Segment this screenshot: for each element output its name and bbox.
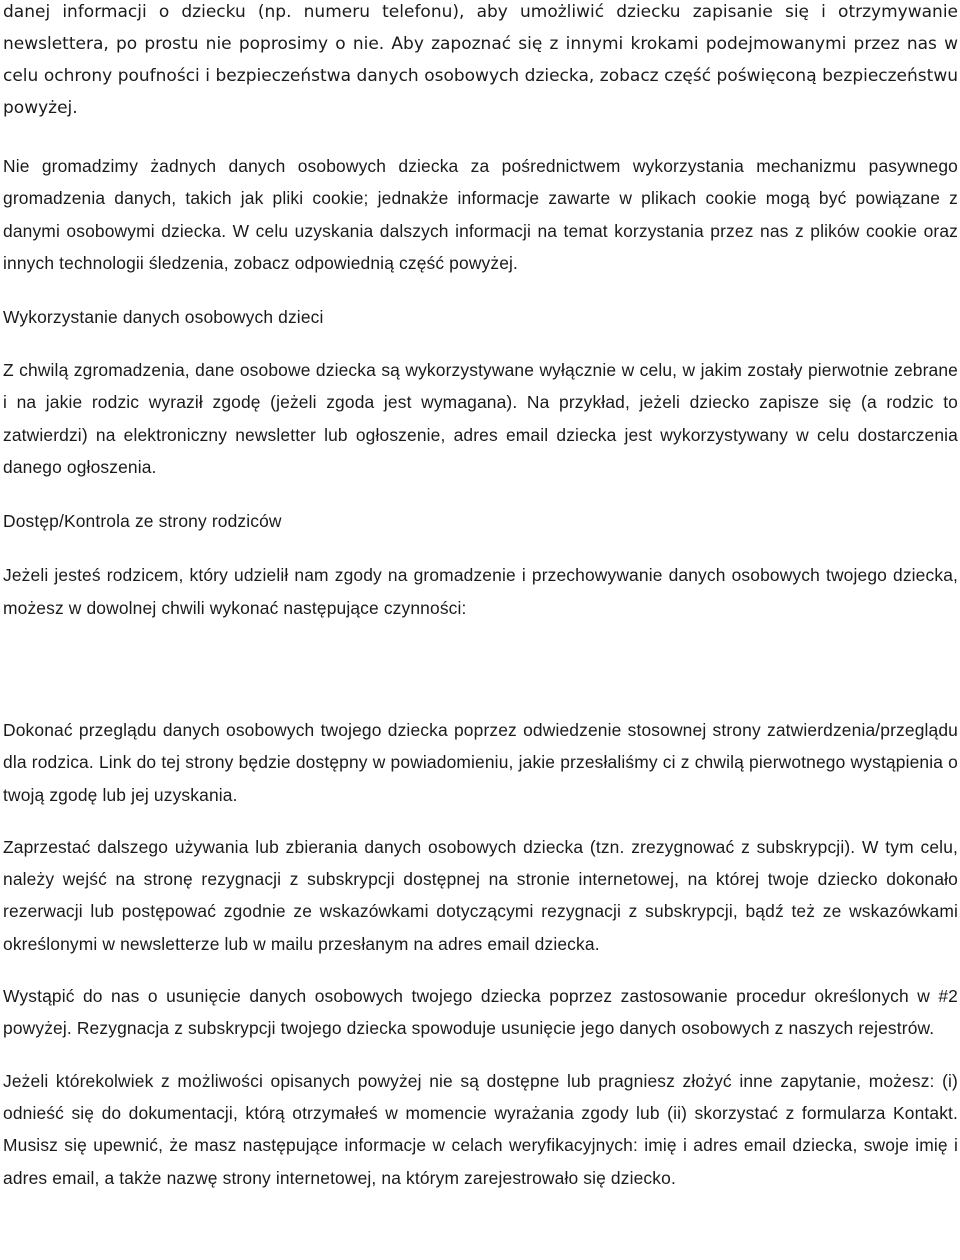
review-data-paragraph: Dokonać przeglądu danych osobowych twojego dziecka poprzez odwiedzenie stosownej strony zatwierdzenia/przeglądu dla rodzica. Link do tej strony będzie dostępny w powiadomieniu, jakie przesłaliśmy ci z chwilą pierwotnego wystąpienia o twoją zgodę lub jej uzyskania. (3, 719, 958, 805)
usage-paragraph: Z chwilą zgromadzenia, dane osobowe dziecka są wykorzystywane wyłącznie w celu, w jakim zostały pierwotnie zebrane i na jakie rodzic wyraził zgodę (jeżeli zgoda jest wymagana). Na przykład, jeżeli dziecko zapisze się (a rodzic to zatwierdzi) na elektroniczny newsletter lub ogłoszenie, adres email dziecka jest wykorzystywany w celu dostarczenia danego ogłoszenia. (3, 360, 958, 478)
document-page (3, 0, 958, 1194)
intro-paragraph: danej informacji o dziecku (np. numeru telefonu), aby umożliwić dziecku zapisanie się i otrzymywanie newslettera, po prostu nie poprosimy o nie. Aby zapoznać się z innymi krokami podejmowanymi przez nas w celu ochrony poufności i bezpieczeństwa danych osobowych dziecka, zobacz część poświęconą bezpieczeństwu powyżej. (3, 2, 958, 118)
unsubscribe-paragraph: Zaprzestać dalszego używania lub zbierania danych osobowych dziecka (tzn. zrezygnować z subskrypcji). W tym celu, należy wejść na stronę rezygnacji z subskrypcji dostępnej na stronie internetowej, na której twoje dziecko dokonało rezerwacji lub postępować zgodnie ze wskazówkami dotyczącymi rezygnacji z subskrypcji, bądź też ze wskazówkami określonymi w newsletterze lub w mailu przesłanym na adres email dziecka. (3, 836, 958, 954)
deletion-request-paragraph: Wystąpić do nas o usunięcie danych osobowych twojego dziecka poprzez zastosowanie procedur określonych w #2 powyżej. Rezygnacja z subskrypcji twojego dziecka spowoduje usunięcie jego danych osobowych z naszych rejestrów. (3, 986, 958, 1039)
cookies-paragraph: Nie gromadzimy żadnych danych osobowych dziecka za pośrednictwem wykorzystania mechanizmu pasywnego gromadzenia danych, takich jak pliki cookie; jednakże informacje zawarte w plikach cookie mogą być powiązane z danymi osobowymi dziecka. W celu uzyskania dalszych informacji na temat korzystania przez nas z plików cookie oraz innych technologii śledzenia, zobacz odpowiednią część powyżej. (3, 156, 958, 273)
usage-section-heading: Wykorzystanie danych osobowych dzieci (3, 307, 324, 328)
other-inquiries-paragraph: Jeżeli którekolwiek z możliwości opisanych powyżej nie są dostępne lub pragniesz złożyć inne zapytanie, możesz: (i) odnieść się do dokumentacji, którą otrzymałeś w momencie wyrażania zgody lub (ii) skorzystać z formularza Kontakt. Musisz się upewnić, że masz następujące informacje w celach weryfikacyjnych: imię i adres email dziecka, swoje imię i adres email, a także nazwę strony internetowej, na którym zarejestrowało się dziecko. (3, 1070, 958, 1188)
parent-access-section-heading: Dostęp/Kontrola ze strony rodziców (3, 511, 282, 532)
parent-access-paragraph: Jeżeli jesteś rodzicem, który udzielił nam zgody na gromadzenie i przechowywanie danych osobowych twojego dziecka, możesz w dowolnej chwili wykonać następujące czynności: (3, 565, 958, 618)
